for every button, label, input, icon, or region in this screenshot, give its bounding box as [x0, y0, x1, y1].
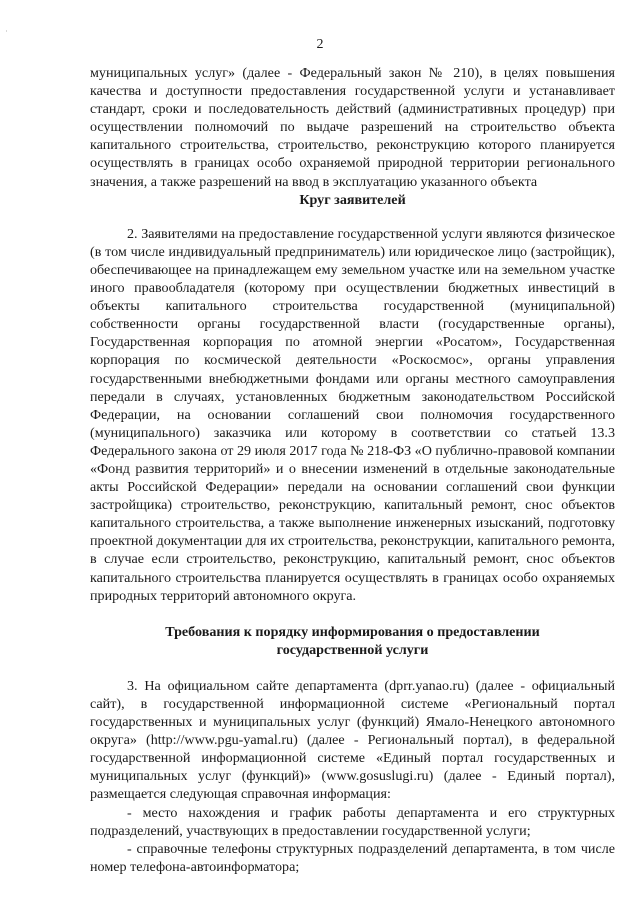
scan-margin-mark [6, 30, 7, 32]
paragraph-info-publication: 3. На официальном сайте департамента (dprr.yanao.ru) (далее - официальный сайт), в государственной информационной системе «Региональный портал государственных и муниципальных услуг (функций) Ямало-Ненецкого автономного округа» (http://www.pgu-yamal.ru) (далее - Региональный портал), в федеральной государственной информационной системе «Единый портал государственных и муниципальных услуг (функций)» (www.gosuslugi.ru) (далее - Единый портал), размещается следующая справочная информация: [90, 677, 615, 803]
document-body [90, 64, 615, 876]
list-item-phone-numbers: - справочные телефоны структурных подразделений департамента, в том числе номер телефона-автоинформатора; [90, 840, 615, 875]
heading-applicants: Круг заявителей [299, 191, 406, 208]
paragraph-purpose: муниципальных услуг» (далее - Федеральный закон № 210), в целях повышения качества и доступности предоставления государственной услуги и устанавливает стандарт, сроки и последовательность действий (административных процедур) при осуществлении полномочий по выдаче разрешений на строительство объекта капитального строительства, строительство, реконструкцию которого планируется осуществлять в границах особо охраняемой природной территории регионального значения, а также разрешений на ввод в эксплуатацию указанного объекта [90, 65, 615, 190]
heading-informing-requirements: Требования к порядку информирования о предоставлении государственной услуги [165, 623, 540, 658]
list-item-location-schedule: - место нахождения и график работы департамента и его структурных подразделений, участвующих в предоставлении государственной услуги; [90, 804, 615, 839]
paragraph-applicants: 2. Заявителями на предоставление государственной услуги являются физическое (в том числе индивидуальный предприниматель) или юридическое лицо (застройщик), обеспечивающее на принадлежащем ему земельном участке или на земельном участке иного правообладателя (которому при осуществлении бюджетных инвестиций в объекты капитального строительства государственной (муниципальной) собственности органы государственной власти (государственные органы), Государственная корпорация по атомной энергии «Росатом», Государственная корпорация по космической деятельности «Роскосмос», органы управления государственными внебюджетными фондами или органы местного самоуправления передали в случаях, установленных бюджетным законодательством Российской Федерации, на основании соглашений свои полномочия государственного (муниципального) заказчика или которому в соответствии со статьей 13.3 Федерального закона от 29 июля 2017 года № 218-ФЗ «О публично-правовой компании «Фонд развития территорий» и о внесении изменений в отдельные законодательные акты Российской Федерации» передали на основании соглашений свои функции застройщика) строительство, реконструкцию, капитальный ремонт, снос объектов капитального строительства, а также выполнение инженерных изысканий, подготовку проектной документации для их строительства, реконструкции, капитального ремонта, в случае если строительство, реконструкцию, капитальный ремонт, снос объектов капитального строительства планируется осуществлять в границах особо охраняемых природных территорий автономного округа. [90, 225, 615, 604]
page-number: 2 [316, 37, 324, 52]
